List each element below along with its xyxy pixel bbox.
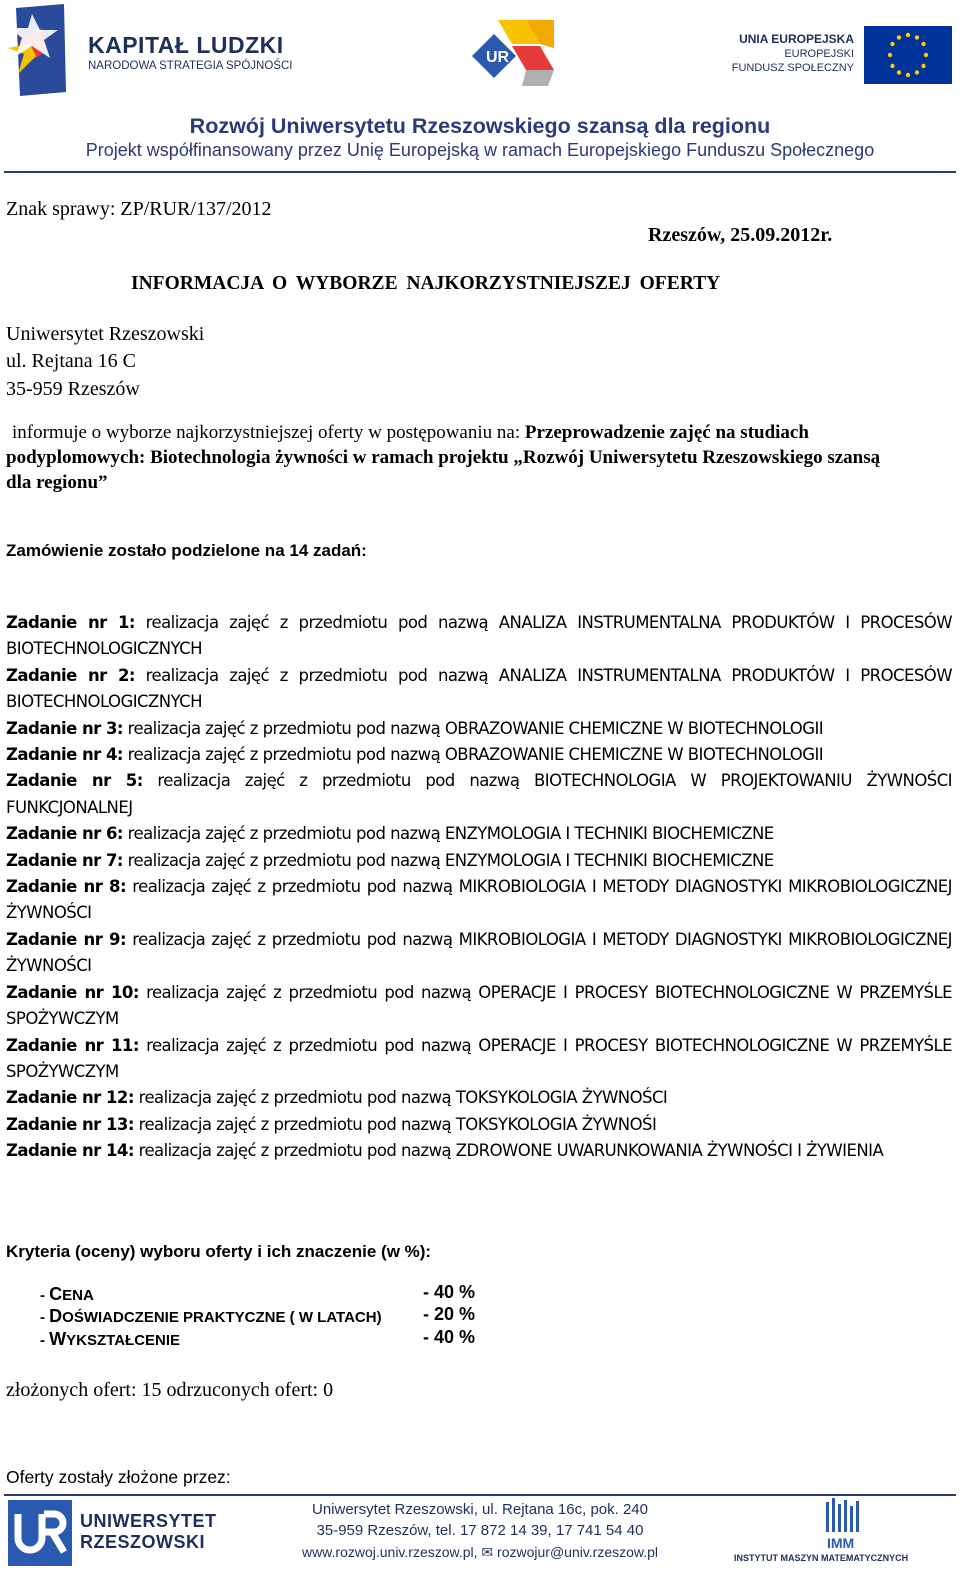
footer-web-email: www.rozwoj.univ.rzeszow.pl, ✉ rozwojur@univ.rzeszow.pl xyxy=(301,1544,659,1560)
task-label: Zadanie nr 12: xyxy=(6,1088,134,1108)
task-label: Zadanie nr 2: xyxy=(6,665,135,685)
intro-lead: informuje o wyborze najkorzystniejszej oferty w postępowaniu na: xyxy=(12,422,525,443)
task-item xyxy=(6,663,952,716)
task-item xyxy=(6,742,952,768)
task-item xyxy=(6,768,952,821)
address-line-3: 35-959 Rzeszów xyxy=(6,378,140,400)
task-text: realizacja zajęć z przedmiotu pod nazwą MIKROBIOLOGIA I METODY DIAGNOSTYKI MIKROBIOLOGICZNEJ ŻYWNOŚCI xyxy=(6,877,952,923)
task-text: realizacja zajęć z przedmiotu pod nazwą OBRAZOWANIE CHEMICZNE W BIOTECHNOLOGII xyxy=(122,718,824,738)
imm-logo xyxy=(824,1498,864,1550)
document-date: Rzeszów, 25.09.2012r. xyxy=(648,224,833,246)
footer-phone: 35-959 Rzeszów, tel. 17 872 14 39, 17 741 54 40 xyxy=(316,1522,644,1539)
kapital-ludzki-title: KAPITAŁ LUDZKI xyxy=(88,32,284,58)
task-item xyxy=(6,1112,952,1138)
task-text: realizacja zajęć z przedmiotu pod nazwą TOKSYKOLOGIA ŻYWNOŚCI xyxy=(133,1088,668,1108)
task-item xyxy=(6,848,952,874)
task-item xyxy=(6,610,952,663)
task-label: Zadanie nr 6: xyxy=(6,824,123,844)
task-text: realizacja zajęć z przedmiotu pod nazwą MIKROBIOLOGIA I METODY DIAGNOSTYKI MIKROBIOLOGICZNEJ ŻYWNOŚCI xyxy=(6,929,952,976)
task-label: Zadanie nr 4: xyxy=(6,745,123,765)
task-label: Zadanie nr 7: xyxy=(6,850,123,870)
task-text: realizacja zajęć z przedmiotu pod nazwą ENZYMOLOGIA I TECHNIKI BIOCHEMICZNE xyxy=(122,850,774,870)
university-logo xyxy=(8,1500,72,1566)
address-line-2: ul. Rejtana 16 C xyxy=(6,350,136,372)
eu-label-line1: UNIA EUROPEJSKA xyxy=(739,32,854,46)
task-text: realizacja zajęć z przedmiotu pod nazwą OPERACJE I PROCESY BIOTECHNOLOGICZNE W PRZEMYŚLE SPOŻYWCZYM xyxy=(6,982,952,1029)
task-item xyxy=(6,821,952,847)
task-label: Zadanie nr 8: xyxy=(6,877,127,897)
document-title: INFORMACJA O WYBORZE NAJKORZYSTNIEJSZEJ OFERTY xyxy=(131,273,721,294)
criterion-experience-weight: - 20 % xyxy=(423,1304,476,1324)
intro-paragraph xyxy=(6,420,906,495)
criterion-education: - WYKSZTAŁCENIE xyxy=(40,1329,181,1349)
footer-address: Uniwersytet Rzeszowski, ul. Rejtana 16c, pok. 240 xyxy=(312,1501,648,1518)
criterion-price-weight: - 40 % xyxy=(423,1282,476,1302)
task-label: Zadanie nr 11: xyxy=(6,1035,139,1055)
criterion-education-weight: - 40 % xyxy=(423,1327,476,1347)
task-item xyxy=(6,874,952,927)
banner-subtitle: Projekt współfinansowany przez Unię Europejską w ramach Europejskiego Funduszu Społecznego xyxy=(85,140,875,160)
footer-divider xyxy=(4,1494,956,1496)
task-label: Zadanie nr 3: xyxy=(6,718,123,738)
header-divider xyxy=(4,171,956,173)
task-label: Zadanie nr 1: xyxy=(6,613,135,632)
task-text: realizacja zajęć z przedmiotu pod nazwą ENZYMOLOGIA I TECHNIKI BIOCHEMICZNE xyxy=(122,824,774,844)
task-item xyxy=(6,1033,952,1086)
task-item xyxy=(6,927,952,980)
address-line-1: Uniwersytet Rzeszowski xyxy=(6,323,205,345)
kapital-ludzki-subtitle: NARODOWA STRATEGIA SPÓJNOŚCI xyxy=(88,60,293,72)
eu-label-line3: FUNDUSZ SPOŁECZNY xyxy=(731,62,854,74)
eu-flag-icon xyxy=(864,26,952,84)
project-cube-logo xyxy=(468,16,558,96)
task-list xyxy=(6,610,952,1165)
eu-label-line2: EUROPEJSKI xyxy=(784,48,854,60)
task-text: realizacja zajęć z przedmiotu pod nazwą ZDROWONE UWARUNKOWANIA ŻYWNOŚCI I ŻYWIENIA xyxy=(133,1141,884,1161)
submitted-by: Oferty zostały złożone przez: xyxy=(6,1467,231,1487)
criterion-experience: - DOŚWIADCZENIE PRAKTYCZNE ( W LATACH) xyxy=(40,1306,382,1326)
task-text: realizacja zajęć z przedmiotu pod nazwą OBRAZOWANIE CHEMICZNE W BIOTECHNOLOGII xyxy=(122,745,824,765)
task-label: Zadanie nr 13: xyxy=(6,1114,134,1134)
task-item xyxy=(6,980,952,1033)
case-number: Znak sprawy: ZP/RUR/137/2012 xyxy=(6,198,272,220)
criteria-heading: Kryteria (oceny) wyboru oferty i ich znaczenie (w %): xyxy=(6,1242,432,1261)
svg-text:IMM: IMM xyxy=(827,1535,855,1550)
task-item xyxy=(6,1138,952,1164)
criterion-price: - CENA xyxy=(40,1284,94,1304)
imm-name: INSTYTUT MASZYN MATEMATYCZNYCH xyxy=(734,1553,909,1563)
university-name-line1: UNIWERSYTET xyxy=(80,1511,217,1531)
task-text: realizacja zajęć z przedmiotu pod nazwą TOKSYKOLOGIA ŻYWNOŚI xyxy=(133,1114,657,1134)
task-item xyxy=(6,716,952,742)
task-label: Zadanie nr 10: xyxy=(6,982,139,1002)
offers-summary: złożonych ofert: 15 odrzuconych ofert: 0 xyxy=(6,1379,334,1401)
task-text: realizacja zajęć z przedmiotu pod nazwą OPERACJE I PROCESY BIOTECHNOLOGICZNE W PRZEMYŚLE SPOŻYWCZYM xyxy=(6,1035,952,1081)
task-label: Zadanie nr 9: xyxy=(6,929,127,949)
task-text: realizacja zajęć z przedmiotu pod nazwą ANALIZA INSTRUMENTALNA PRODUKTÓW I PROCESÓW BIOTECHNOLOGICZNYCH xyxy=(6,613,952,659)
task-item xyxy=(6,1085,952,1111)
split-info: Zamówienie zostało podzielone na 14 zadań: xyxy=(6,541,367,560)
intro-subject: Przeprowadzenie zajęć na studiach podyplomowych: Biotechnologia żywności w ramach projektu „Rozwój Uniwersytetu Rzeszowskiego szansą dla regionu” xyxy=(6,422,881,493)
task-label: Zadanie nr 14: xyxy=(6,1141,134,1161)
task-label: Zadanie nr 5: xyxy=(6,771,143,791)
banner-title: Rozwój Uniwersytetu Rzeszowskiego szansą dla regionu xyxy=(189,114,771,138)
svg-text:UR: UR xyxy=(486,49,510,66)
task-text: realizacja zajęć z przedmiotu pod nazwą BIOTECHNOLOGIA W PROJEKTOWANIU ŻYWNOŚCI FUNKCJONALNEJ xyxy=(6,771,952,817)
task-text: realizacja zajęć z przedmiotu pod nazwą ANALIZA INSTRUMENTALNA PRODUKTÓW I PROCESÓW BIOTECHNOLOGICZNYCH xyxy=(6,665,952,712)
university-name-line2: RZESZOWSKI xyxy=(80,1532,205,1552)
